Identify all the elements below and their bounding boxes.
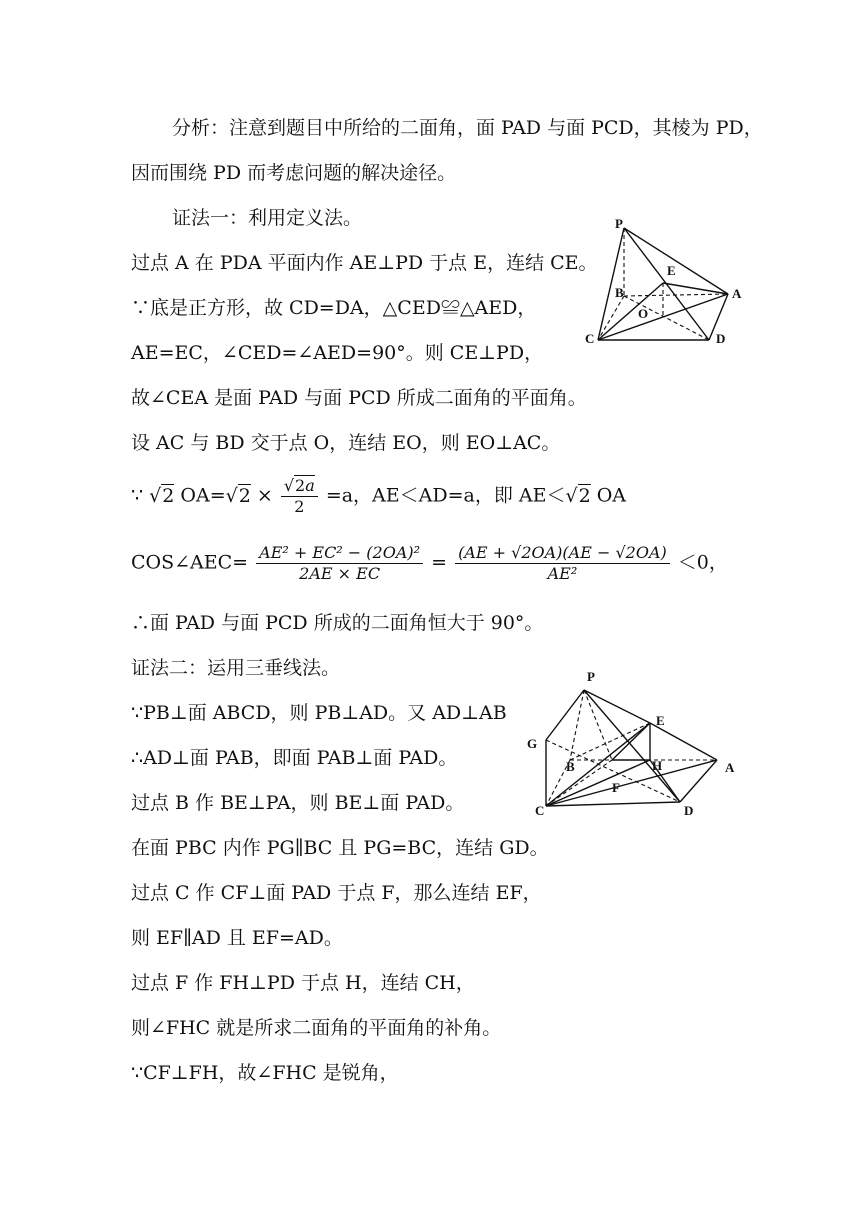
fig1-label-d: D	[716, 331, 726, 346]
sqrt-2-c: √2	[565, 484, 591, 507]
cos-lhs: COS∠AEC=	[131, 551, 249, 574]
fraction-sqrt2a-over-2: $\frac{√2a}{2}$	[281, 476, 318, 517]
proof2-line-7: 过点 F 作 FH⊥PD 于点 H，连结 CH，	[131, 972, 475, 994]
fig2-label-a: A	[725, 760, 735, 775]
proof2-line-3: 过点 B 作 BE⊥PA，则 BE⊥面 PAD。	[131, 792, 465, 814]
fraction-factored: $\frac{(AE + √2OA)(AE - √2OA)}{\text{AE²}}$	[455, 543, 670, 584]
analysis-line-2: 因而围绕 PD 而考虑问题的解决途径。	[131, 162, 457, 184]
fraction-den: 2	[294, 497, 305, 516]
proof1-line-2: ∵底是正方形，故 CD=DA，△CED≌△AED，	[131, 297, 537, 319]
oa-end: OA	[596, 484, 627, 507]
analysis-line-1: 分析：注意到题目中所给的二面角，面 PAD 与面 PCD，其棱为 PD，	[172, 117, 763, 139]
fig2-label-g: G	[527, 736, 538, 751]
sqrt-2: √2	[149, 484, 175, 507]
fig2-label-d: D	[684, 803, 694, 818]
equation-sqrt-oa	[131, 476, 626, 517]
fig2-label-b: B	[566, 759, 575, 774]
because-symbol: ∵	[131, 484, 144, 507]
proof2-title: 证法二：运用三垂线法。	[131, 657, 341, 679]
proof2-line-8: 则∠FHC 就是所求二面角的平面角的补角。	[131, 1017, 502, 1039]
fig1-label-a: A	[732, 286, 742, 301]
fig1-label-c: C	[585, 331, 595, 346]
fraction-law-of-cosines: $\frac{\text{AE² + EC² − (2OA)²}}{2AE \times EC}$	[256, 543, 423, 584]
sqrt-2-b: √2	[225, 484, 251, 507]
fig1-label-p: P	[615, 216, 623, 231]
oa-eq: OA=	[180, 484, 226, 507]
proof2-line-4: 在面 PBC 内作 PG∥BC 且 PG=BC，连结 GD。	[131, 837, 549, 859]
equation-cos-aec: COS∠AEC= $\frac{\text{AE² + EC² − (2OA)²}}{2AE \times EC}$ = $\frac{(AE + √2OA)(AE - √2OA)}{\text{AE²}}$ ＜0，	[131, 543, 728, 583]
proof1-line-5: 设 AC 与 BD 交于点 O，连结 EO，则 EO⊥AC。	[131, 432, 561, 454]
fig2-label-c: C	[535, 803, 545, 818]
cos-rhs: ＜0，	[677, 551, 728, 574]
proof2-line-1: ∵PB⊥面 ABCD，则 PB⊥AD。又 AD⊥AB	[131, 702, 507, 724]
fraction-num-rad: 2a	[295, 476, 315, 495]
proof1-conclusion: ∴面 PAD 与面 PCD 所成的二面角恒大于 90°。	[131, 612, 544, 634]
proof1-title: 证法一：利用定义法。	[172, 207, 363, 229]
proof2-line-5: 过点 C 作 CF⊥面 PAD 于点 F，那么连结 EF，	[131, 882, 542, 904]
proof1-line-4: 故∠CEA 是面 PAD 与面 PCD 所成二面角的平面角。	[131, 387, 587, 409]
proof1-line-3: AE=EC，∠CED=∠AED=90°。则 CE⊥PD，	[131, 342, 544, 364]
fig2-label-e: E	[656, 713, 665, 728]
proof2-line-9: ∵CF⊥FH，故∠FHC 是锐角，	[131, 1062, 399, 1084]
fig2-label-h: H	[652, 758, 663, 773]
fig1-label-e: E	[667, 263, 676, 278]
figure-pyramid-1	[575, 210, 765, 360]
proof2-line-2: ∴AD⊥面 PAB，即面 PAB⊥面 PAD。	[131, 747, 458, 769]
proof2-line-6: 则 EF∥AD 且 EF=AD。	[131, 927, 343, 949]
proof1-line-1: 过点 A 在 PDA 平面内作 AE⊥PD 于点 E，连结 CE。	[131, 252, 598, 274]
fig1-label-b: B	[615, 285, 624, 300]
figure-pyramid-2	[522, 665, 747, 820]
times-sign: ×	[256, 484, 273, 507]
equation-rest: =a，AE＜AD=a，即 AE＜	[325, 484, 566, 507]
fig1-label-o: O	[638, 306, 649, 321]
fig2-label-f: F	[612, 780, 620, 795]
fig2-label-p: P	[587, 669, 595, 684]
